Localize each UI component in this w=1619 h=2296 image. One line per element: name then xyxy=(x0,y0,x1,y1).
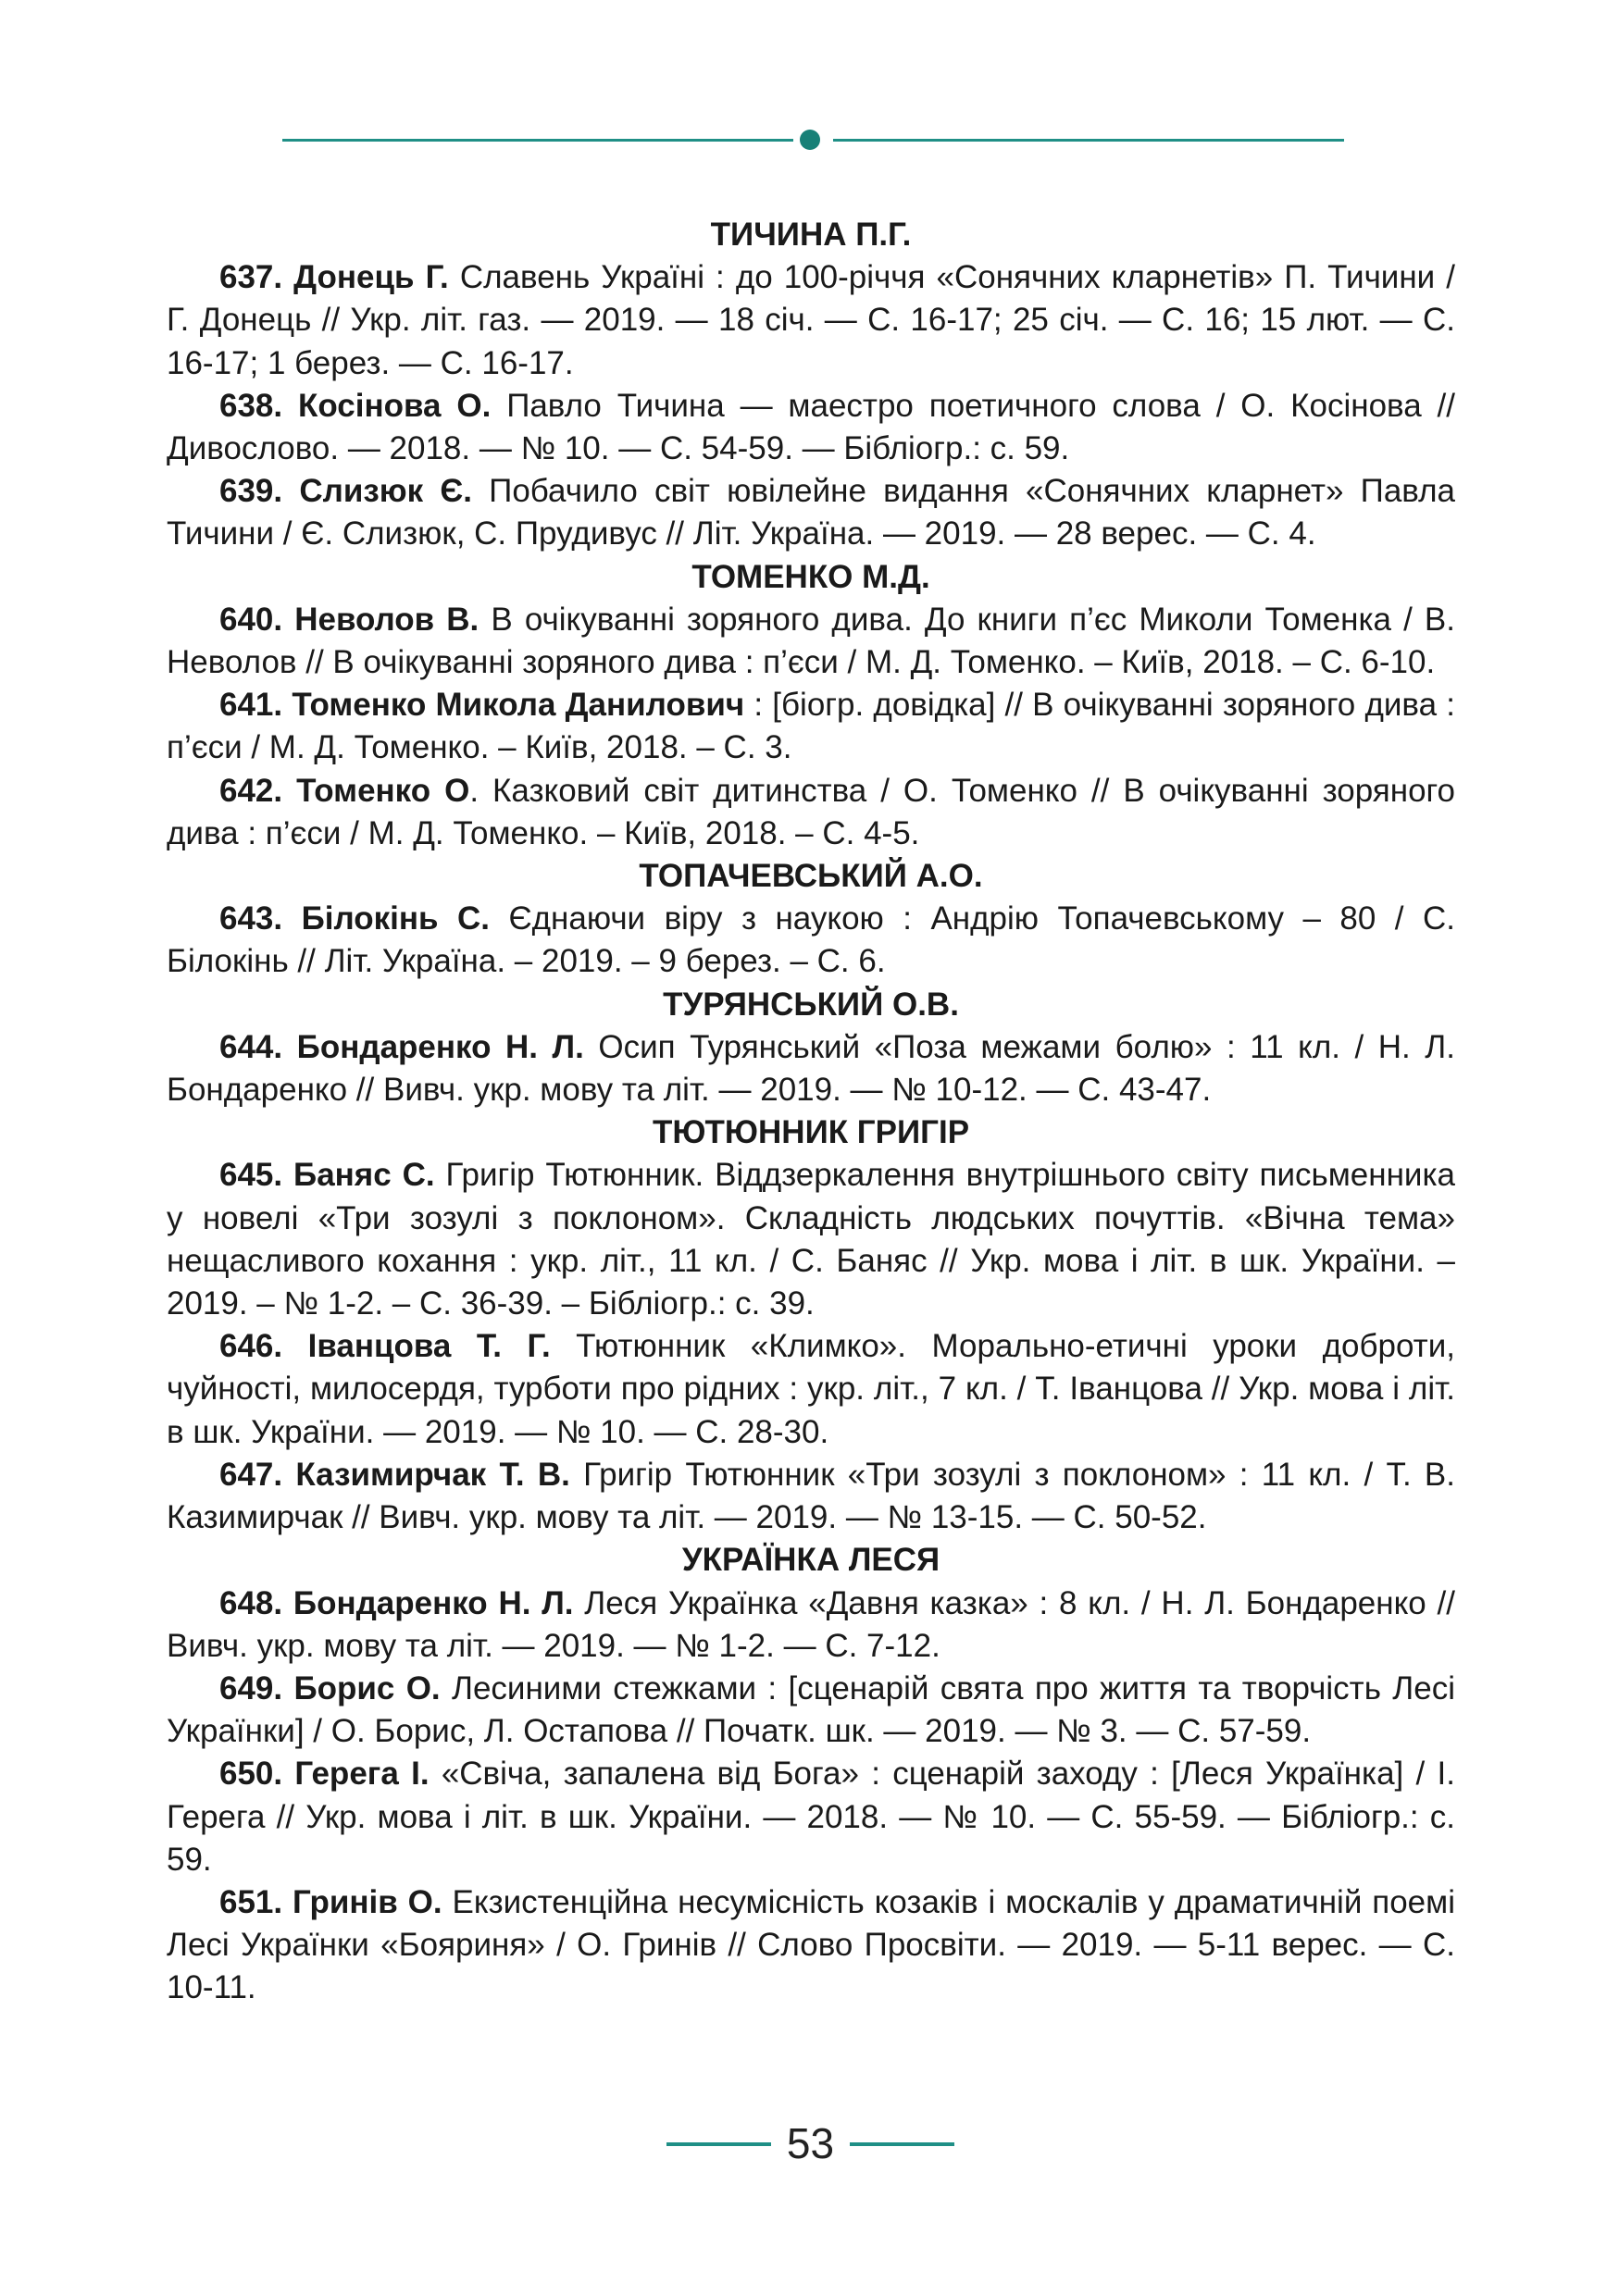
section-ukrainka xyxy=(167,1539,1455,2009)
entry-author: Баняс С. xyxy=(293,1157,435,1194)
entry-author: Казимирчак Т. В. xyxy=(295,1456,570,1493)
entry-number: 640. xyxy=(219,601,283,638)
section-tychyna xyxy=(167,214,1455,556)
footer-rule-right xyxy=(850,2142,954,2146)
entry-author: Косінова О. xyxy=(298,387,492,424)
entry-number-author xyxy=(219,1756,430,1792)
page-footer xyxy=(0,2116,1619,2171)
bibliography-entry xyxy=(167,1753,1455,1881)
footer-rule-left xyxy=(666,2142,771,2146)
bibliography-entry xyxy=(167,599,1455,684)
section-heading: ТОПАЧЕВСЬКИЙ А.О. xyxy=(639,858,983,895)
entry-number-author xyxy=(219,773,469,809)
bibliography-entry xyxy=(167,1325,1455,1454)
section-heading: ТИЧИНА П.Г. xyxy=(710,217,912,253)
bibliography-entry xyxy=(167,256,1455,385)
entry-author: Борис О. xyxy=(293,1669,441,1706)
section-heading: УКРАЇНКА ЛЕСЯ xyxy=(681,1542,940,1579)
section-topachevskyi xyxy=(167,855,1455,984)
bibliography-entry xyxy=(167,770,1455,855)
page-number: 53 xyxy=(786,2119,835,2167)
entry-number: 646. xyxy=(219,1328,283,1365)
section-turianskyi xyxy=(167,984,1455,1112)
entry-text: : [біогр. довідка] // В очікуванні зоряного дива : п’єси / М. Д. Томенко. – Київ, 2018. – С. 3. xyxy=(167,687,1455,766)
entry-number: 641. xyxy=(219,687,283,724)
entry-number-author xyxy=(219,1884,442,1920)
bibliography-entry xyxy=(167,385,1455,470)
section-tomenko xyxy=(167,556,1455,855)
entry-number: 638. xyxy=(219,387,283,424)
entry-author: Герега І. xyxy=(294,1756,430,1793)
entry-number-author xyxy=(219,388,491,424)
entry-author: Бондаренко Н. Л. xyxy=(296,1028,584,1065)
bibliography-entry xyxy=(167,470,1455,555)
header-rule-left xyxy=(282,139,793,142)
section-heading: ТУРЯНСЬКИЙ О.В. xyxy=(663,986,959,1023)
entry-number-author xyxy=(219,900,490,937)
bibliography-entry xyxy=(167,1582,1455,1668)
entry-text: Лесиними стежками : [сценарій свята про життя та творчість Лесі Українки] / О. Борис, Л. Остапова // Початк. шк. — 2019. — № 3. — С. 57-59. xyxy=(167,1669,1455,1750)
entry-text: Григір Тютюнник. Віддзеркалення внутрішнього світу письменника у новелі «Три зозулі з поклоном». Складність людських почуттів. «Вічна тема» нещасливого кохання : укр. літ., 11 кл. / С. Баняс // Укр. мова і літ. в шк. України. – 2019. – № 1-2. – С. 36-39. – Бібліогр.: с. 39. xyxy=(167,1157,1456,1322)
entry-number-author xyxy=(219,1029,584,1065)
bibliography-entry xyxy=(167,1154,1455,1325)
entry-number-author xyxy=(219,1328,551,1364)
entry-author: Іванцова Т. Г. xyxy=(307,1328,551,1365)
entry-author: Томенко О xyxy=(296,772,470,809)
entry-author: Слизюк Є. xyxy=(299,473,472,510)
entry-author: Томенко Микола Данилович xyxy=(292,687,745,724)
entry-author: Гринів О. xyxy=(293,1883,442,1920)
entry-number: 645. xyxy=(219,1157,283,1194)
entry-author: Донець Г. xyxy=(293,259,449,296)
entry-text: Павло Тичина — маестро поетичного слова / О. Косінова // Дивослово. — 2018. — № 10. — С. 54-59. — Бібліогр.: с. 59. xyxy=(167,387,1456,467)
entry-number: 642. xyxy=(219,772,283,809)
bibliography-entry xyxy=(167,1454,1455,1539)
entry-number: 650. xyxy=(219,1756,283,1793)
section-tiutiunnyk xyxy=(167,1111,1455,1539)
entry-number: 639. xyxy=(219,473,283,510)
entry-number-author xyxy=(219,1157,435,1193)
bibliography-entry xyxy=(167,1026,1455,1111)
entry-number-author xyxy=(219,1585,574,1621)
entry-number: 637. xyxy=(219,259,283,296)
entry-number-author xyxy=(219,1670,441,1706)
entry-text: . Казковий світ дитинства / О. Томенко // В очікуванні зоряного дива : п’єси / М. Д. Томенко. – Київ, 2018. – С. 4-5. xyxy=(167,772,1455,851)
entry-number-author xyxy=(219,1457,570,1493)
entry-text: Осип Турянський «Поза межами болю» : 11 кл. / Н. Л. Бондаренко // Вивч. укр. мову та літ. — 2019. — № 10-12. — С. 43-47. xyxy=(167,1028,1455,1109)
entry-number: 651. xyxy=(219,1883,283,1920)
entry-text: Леся Українка «Давня казка» : 8 кл. / Н. Л. Бондаренко // Вивч. укр. мову та літ. — 2019. — № 1-2. — С. 7-12. xyxy=(167,1584,1455,1664)
header-ornament-dot xyxy=(800,130,820,150)
entry-author: Неволов В. xyxy=(294,601,479,638)
entry-number: 643. xyxy=(219,900,283,937)
section-heading: ТОМЕНКО М.Д. xyxy=(691,558,930,595)
entry-number-author xyxy=(219,687,744,723)
entry-number: 649. xyxy=(219,1669,283,1706)
entry-number-author xyxy=(219,259,449,295)
section-heading: ТЮТЮННИК ГРИГІР xyxy=(652,1114,970,1151)
entry-author: Білокінь С. xyxy=(301,900,490,937)
entry-text: Григір Тютюнник «Три зозулі з поклоном» : 11 кл. / Т. В. Казимирчак // Вивч. укр. мову та літ. — 2019. — № 13-15. — С. 50-52. xyxy=(167,1456,1455,1536)
entry-number: 644. xyxy=(219,1028,283,1065)
bibliography-entry xyxy=(167,1881,1455,2010)
entry-text: В очікуванні зоряного дива. До книги п’єс Миколи Томенка / В. Неволов // В очікуванні зоряного дива : п’єси / М. Д. Томенко. – Київ, 2018. – С. 6-10. xyxy=(167,601,1455,681)
entry-text: Єднаючи віру з наукою : Андрію Топачевському – 80 / С. Білокінь // Літ. Україна. – 2019. – 9 берез. – С. 6. xyxy=(167,900,1455,980)
entry-number: 647. xyxy=(219,1456,283,1493)
entry-number: 648. xyxy=(219,1584,283,1621)
entry-text: Побачило світ ювілейне видання «Сонячних кларнет» Павла Тичини / Є. Слизюк, С. Прудивус // Літ. Україна. — 2019. — 28 верес. — С. 4. xyxy=(167,473,1455,552)
entry-text: Славень Україні : до 100-річчя «Сонячних кларнетів» П. Тичини / Г. Донець // Укр. літ. газ. — 2019. — 18 січ. — С. 16-17; 25 січ. — С. 16; 15 лют. — С. 16-17; 1 берез. — С. 16-17. xyxy=(167,259,1456,381)
entry-text: Тютюнник «Климко». Морально-етичні уроки доброти, чуйності, милосердя, турботи про рідних : укр. літ., 7 кл. / Т. Іванцова // Укр. мова і літ. в шк. України. — 2019. — № 10. — С. 28-30. xyxy=(167,1328,1455,1450)
bibliography-entry xyxy=(167,898,1455,983)
entry-number-author xyxy=(219,473,472,509)
entry-author: Бондаренко Н. Л. xyxy=(293,1584,574,1621)
bibliography-content xyxy=(167,214,1455,2010)
bibliography-entry xyxy=(167,684,1455,769)
bibliography-entry xyxy=(167,1668,1455,1753)
entry-text: Екзистенційна несумісність козаків і москалів у драматичній поемі Лесі Українки «Бояриня» / О. Гринів // Слово Просвіти. — 2019. — 5-11 верес. — С. 10-11. xyxy=(167,1883,1455,2006)
entry-text: «Свіча, запалена від Бога» : сценарій заходу : [Леся Українка] / І. Герега // Укр. мова і літ. в шк. України. — 2018. — № 10. — С. 55-59. — Бібліогр.: с. 59. xyxy=(167,1756,1455,1878)
header-rule-right xyxy=(833,139,1344,142)
entry-number-author xyxy=(219,602,479,638)
